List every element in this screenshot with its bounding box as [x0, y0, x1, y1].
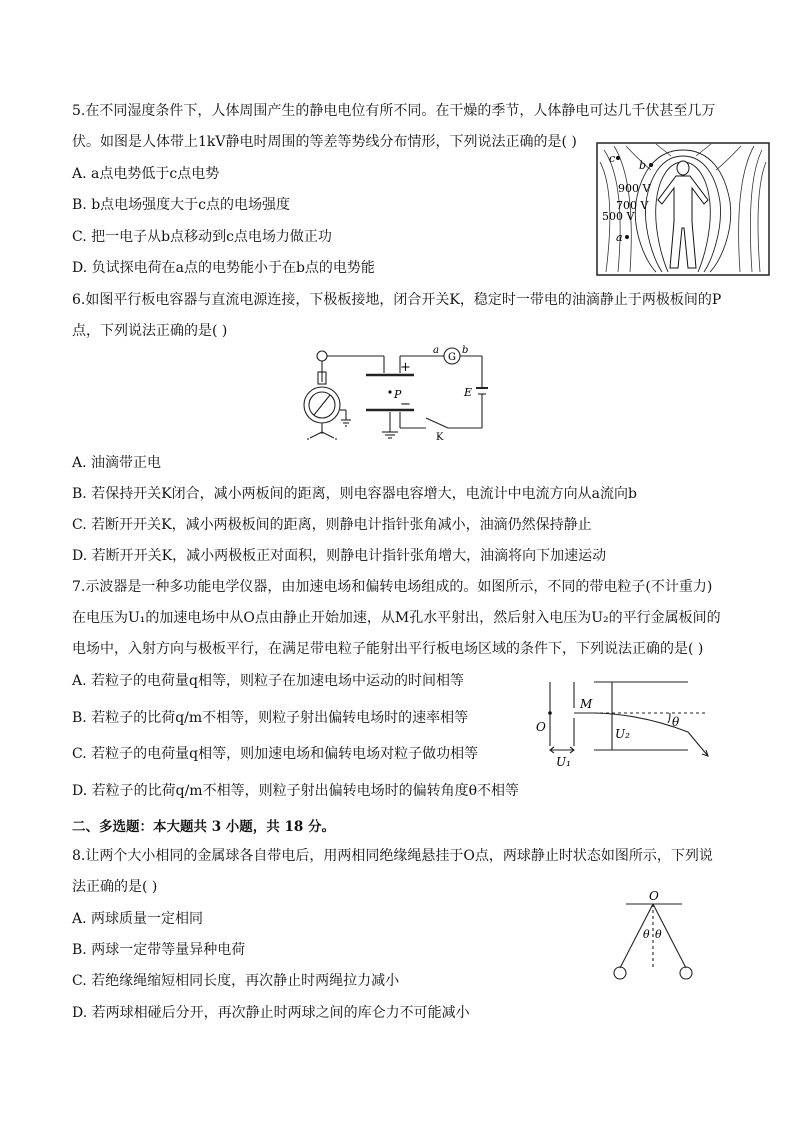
q6-option-b: B. 若保持开关K闭合，减小两板间的距离，则电容器电容增大，电流计中电流方向从a流向b [72, 486, 637, 502]
q5-label-b: b [639, 159, 647, 172]
q6-label-plus: + [400, 360, 411, 375]
q7-option-a: A. 若粒子的电荷量q相等，则粒子在加速电场中运动的时间相等 [72, 673, 464, 689]
q5-option-b: B. b点电场强度大于c点的电场强度 [72, 197, 290, 213]
q7-label-u1: U₁ [556, 755, 571, 769]
q6-label-minus: − [400, 397, 411, 412]
q8-label-theta-right: θ [655, 928, 662, 941]
q6-option-d: D. 若断开开关K，减小两极板正对面积，则静电计指针张角增大，油滴将向下加速运动 [72, 548, 607, 564]
q5-option-d: D. 负试探电荷在a点的电势能小于在b点的电势能 [72, 260, 375, 276]
q7-stem-line1: 7.示波器是一种多功能电学仪器，由加速电场和偏转电场组成的。如图所示，不同的带电粒子(不计重力) [72, 579, 713, 595]
q6-label-b: b [462, 345, 469, 356]
q8-stem-line2: 法正确的是( ) [72, 879, 158, 895]
q6-label-k: K [436, 432, 444, 443]
q7-label-m: M [580, 697, 593, 711]
q6-option-a: A. 油滴带正电 [72, 455, 162, 471]
q5-label-c: c [609, 152, 616, 165]
q7-stem-line2: 在电压为U₁的加速电场中从O点由静止开始加速，从M孔水平射出，然后射入电压为U₂的平行金属板间的 [72, 610, 721, 626]
q5-equipotential-figure [596, 142, 770, 276]
q8-option-c: C. 若绝缘绳缩短相同长度，再次静止时两绳拉力减小 [72, 973, 400, 989]
q8-hanging-spheres-figure [606, 888, 702, 984]
q5-option-c: C. 把一电子从b点移动到c点电场力做正功 [72, 229, 332, 245]
q8-label-o: O [649, 889, 659, 903]
q7-deflection-figure [532, 676, 714, 772]
q6-option-c: C. 若断开开关K，减小两极板间的距离，则静电计指针张角减小，油滴仍然保持静止 [72, 517, 592, 533]
q6-capacitor-circuit-figure [296, 340, 496, 444]
q5-stem-line2: 伏。如图是人体带上1kV静电时周围的等差等势线分布情形，下列说法正确的是( ) [72, 134, 577, 150]
q7-label-u2: U₂ [615, 727, 630, 741]
q7-label-o: O [536, 720, 546, 734]
q8-stem-line1: 8.让两个大小相同的金属球各自带电后，用两相同绝缘绳悬挂于O点，两球静止时状态如图所示，下列说 [72, 848, 713, 864]
q8-label-theta-left: θ [643, 928, 650, 941]
q6-label-a: a [433, 345, 439, 356]
q6-label-p: P [394, 388, 402, 401]
q5-stem-line1: 5.在不同湿度条件下，人体周围产生的静电电位有所不同。在干燥的季节，人体静电可达几千伏甚至几万 [72, 103, 716, 119]
q7-option-c: C. 若粒子的电荷量q相等，则加速电场和偏转电场对粒子做功相等 [72, 746, 479, 762]
q5-label-500v: 500 V [602, 210, 635, 223]
q6-stem-line1: 6.如图平行板电容器与直流电源连接，下极板接地，闭合开关K，稳定时一带电的油滴静止于两极板间的P [72, 292, 722, 308]
q5-label-a: a [616, 231, 623, 244]
section-2-heading: 二、多选题：本大题共 3 小题，共 18 分。 [72, 819, 335, 835]
q7-option-b: B. 若粒子的比荷q/m不相等，则粒子射出偏转电场时的速率相等 [72, 710, 469, 726]
q7-option-d: D. 若粒子的比荷q/m不相等，则粒子射出偏转电场时的偏转角度θ不相等 [72, 783, 520, 799]
q6-label-e: E [464, 386, 473, 399]
q5-label-900v: 900 V [618, 182, 651, 195]
q6-label-g: G [448, 352, 456, 363]
q5-option-a: A. a点电势低于c点电势 [72, 166, 220, 182]
q7-label-theta: θ [672, 715, 680, 729]
q5-label-700v: 700 V [616, 199, 649, 212]
q8-option-b: B. 两球一定带等量异种电荷 [72, 942, 246, 958]
q8-option-d: D. 若两球相碰后分开，再次静止时两球之间的库仑力不可能减小 [72, 1005, 470, 1021]
q7-stem-line3: 电场中，入射方向与极板平行，在满足带电粒子能射出平行板电场区域的条件下，下列说法正确的是( ) [72, 641, 704, 657]
q8-option-a: A. 两球质量一定相同 [72, 911, 204, 927]
q6-stem-line2: 点，下列说法正确的是( ) [72, 323, 228, 339]
